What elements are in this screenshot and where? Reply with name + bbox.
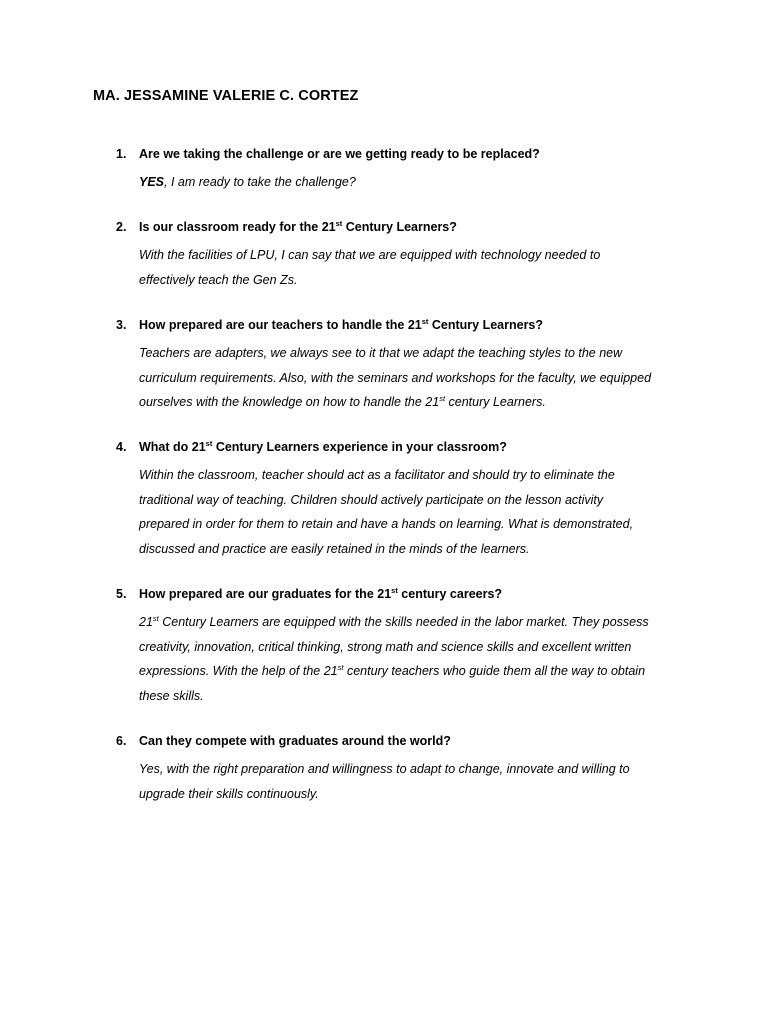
- question-number: 3.: [116, 318, 127, 332]
- question-text: How prepared are our graduates for the 21st century careers?: [139, 586, 503, 601]
- question-text: Is our classroom ready for the 21st Century Learners?: [139, 219, 457, 234]
- answer-line: expressions. With the help of the 21st century teachers who guide them all the way to obtain: [139, 663, 646, 678]
- answer-line: upgrade their skills continuously.: [139, 786, 319, 801]
- answer-text: [139, 341, 699, 415]
- question-text: Can they compete with graduates around the world?: [139, 734, 451, 748]
- question-number: 4.: [116, 440, 127, 454]
- question-number: 1.: [116, 147, 127, 161]
- question-text: What do 21st Century Learners experience in your classroom?: [139, 439, 507, 454]
- answer-line: these skills.: [139, 688, 204, 703]
- answer-line: creativity, innovation, critical thinking, strong math and science skills and excellent written: [139, 639, 632, 654]
- question-number: 5.: [116, 587, 127, 601]
- answer-line: traditional way of teaching. Children should actively participate on the lesson activity: [139, 492, 604, 507]
- answer-line: YES, I am ready to take the challenge?: [139, 175, 356, 189]
- answer-line: curriculum requirements. Also, with the seminars and workshops for the faculty, we equipped: [139, 370, 652, 385]
- answer-text: [139, 243, 699, 292]
- author-name: MA. JESSAMINE VALERIE C. CORTEZ: [93, 88, 359, 104]
- answer-line: ourselves with the knowledge on how to handle the 21st century Learners.: [139, 394, 546, 409]
- answer-line: Within the classroom, teacher should act as a facilitator and should try to eliminate the: [139, 468, 615, 482]
- answer-text: [139, 757, 699, 806]
- answer-line: 21st Century Learners are equipped with the skills needed in the labor market. They possess: [139, 614, 649, 629]
- answer-line: prepared in order for them to retain and have a hands on learning. What is demonstrated,: [139, 517, 634, 531]
- answer-text: [139, 170, 699, 195]
- answer-text: [139, 463, 699, 561]
- answer-line: discussed and practice are easily retained in the minds of the learners.: [139, 541, 530, 556]
- question-number: 2.: [116, 220, 127, 234]
- question-text: Are we taking the challenge or are we getting ready to be replaced?: [139, 147, 540, 161]
- question-text: How prepared are our teachers to handle the 21st Century Learners?: [139, 317, 544, 332]
- answer-text: [139, 610, 699, 708]
- answer-line: With the facilities of LPU, I can say that we are equipped with technology needed to: [139, 248, 601, 262]
- answer-line: Yes, with the right preparation and willingness to adapt to change, innovate and willing to: [139, 762, 630, 776]
- answer-line: effectively teach the Gen Zs.: [139, 272, 298, 287]
- answer-line: Teachers are adapters, we always see to it that we adapt the teaching styles to the new: [139, 346, 623, 360]
- question-number: 6.: [116, 734, 127, 748]
